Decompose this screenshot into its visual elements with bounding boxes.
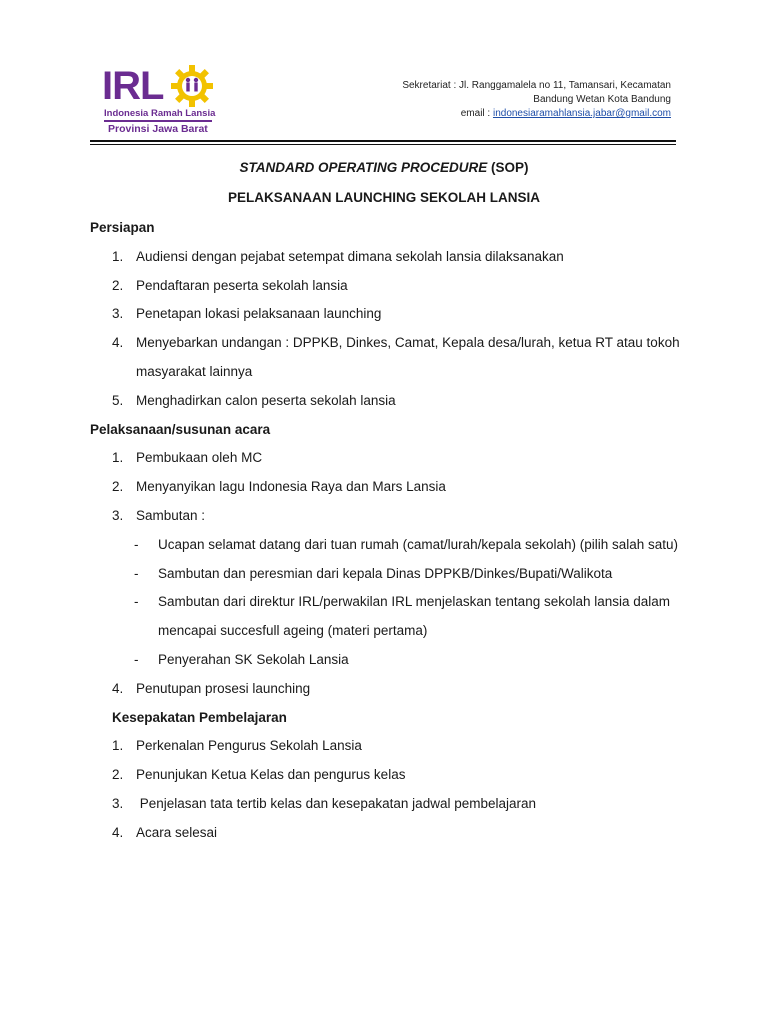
document-title	[0, 160, 768, 175]
list-text: Penutupan prosesi launching	[136, 680, 311, 696]
list-item	[90, 761, 690, 790]
list-item	[90, 387, 690, 416]
list-text: Pendaftaran peserta sekolah lansia	[136, 277, 348, 293]
bullet-dash: -	[134, 594, 139, 610]
email-link[interactable]: indonesiaramahlansia.jabar@gmail.com	[492, 108, 671, 119]
list-item	[90, 473, 690, 502]
bullet-dash: -	[134, 536, 139, 552]
address-line-1: Sekretariat : Jl. Ranggamalela no 11, Tamansari, Kecamatan	[402, 80, 671, 91]
document-subtitle: PELAKSANAAN LAUNCHING SEKOLAH LANSIA	[227, 190, 540, 205]
bullet-item	[90, 560, 690, 589]
section-heading-persiapan: Persiapan	[90, 220, 155, 235]
logo-irl-text: IRL	[102, 64, 164, 108]
list-text: Penjelasan tata tertib kelas dan kesepakatan jadwal pembelajaran	[136, 795, 537, 811]
section-heading-pelaksanaan: Pelaksanaan/susunan acara	[90, 421, 271, 437]
logo-province: Provinsi Jawa Barat	[108, 123, 208, 135]
section-heading-kesepakatan: Kesepakatan Pembelajaran	[112, 709, 287, 725]
list-item	[90, 329, 690, 358]
list-item	[90, 675, 690, 704]
gear-icon	[170, 64, 214, 108]
list-text: Menyanyikan lagu Indonesia Raya dan Mars Lansia	[136, 479, 446, 495]
list-number: 1.	[112, 450, 124, 466]
list-number: 3.	[112, 306, 124, 322]
bullet-text: Penyerahan SK Sekolah Lansia	[158, 651, 349, 667]
bullet-item	[90, 531, 690, 560]
bullet-item	[90, 646, 690, 675]
email-label: email :	[460, 108, 493, 119]
list-number: 2.	[112, 479, 124, 495]
list-number: 4.	[112, 824, 124, 840]
list-item	[90, 272, 690, 301]
logo-subtitle: Indonesia Ramah Lansia	[104, 108, 216, 119]
list-text: Perkenalan Pengurus Sekolah Lansia	[136, 738, 362, 754]
list-item	[90, 300, 690, 329]
bullet-text: Sambutan dan peresmian dari kepala Dinas DPPKB/Dinkes/Bupati/Walikota	[158, 565, 613, 581]
list-text: Menyebarkan undangan : DPPKB, Dinkes, Camat, Kepala desa/lurah, ketua RT atau tokoh	[136, 335, 680, 351]
list-item	[90, 732, 690, 761]
list-text: Acara selesai	[136, 824, 218, 840]
logo-rule	[104, 120, 212, 122]
list-item	[90, 790, 690, 819]
header-divider-thin	[90, 144, 676, 145]
title-suffix: (SOP)	[487, 160, 529, 175]
bullet-text: mencapai succesfull ageing (materi pertama)	[158, 623, 428, 639]
list-text: Penunjukan Ketua Kelas dan pengurus kelas	[136, 767, 406, 783]
list-text: masyarakat lainnya	[136, 363, 253, 379]
address-line-2: Bandung Wetan Kota Bandung	[533, 94, 671, 105]
bullet-dash: -	[134, 651, 139, 667]
list-text: Penetapan lokasi pelaksanaan launching	[136, 306, 382, 322]
list-number: 5.	[112, 392, 124, 408]
list-number: 4.	[112, 680, 124, 696]
list-number: 1.	[112, 738, 124, 754]
address-email-row	[402, 107, 671, 121]
bullet-item-continuation	[90, 617, 690, 646]
list-item	[90, 502, 690, 531]
list-number: 1.	[112, 248, 124, 264]
bullet-text: Ucapan selamat datang dari tuan rumah (camat/lurah/kepala sekolah) (pilih salah satu)	[158, 536, 679, 552]
bullet-dash: -	[134, 565, 139, 581]
list-number: 2.	[112, 767, 124, 783]
list-text: Menghadirkan calon peserta sekolah lansia	[136, 392, 396, 408]
list-item	[90, 444, 690, 473]
list-item-continuation	[90, 358, 690, 387]
list-number: 3.	[112, 507, 124, 523]
irl-logo	[100, 62, 218, 135]
header-divider-thick	[90, 140, 676, 142]
list-item	[90, 243, 690, 272]
list-text: Audiensi dengan pejabat setempat dimana sekolah lansia dilaksanakan	[136, 248, 564, 264]
list-number: 4.	[112, 335, 124, 351]
list-number: 2.	[112, 277, 124, 293]
bullet-item	[90, 588, 690, 617]
list-text: Pembukaan oleh MC	[136, 450, 263, 466]
list-item	[90, 819, 690, 848]
secretariat-address	[402, 79, 671, 121]
list-number: 3.	[112, 795, 124, 811]
bullet-text: Sambutan dari direktur IRL/perwakilan IRL menjelaskan tentang sekolah lansia dalam	[158, 594, 671, 610]
title-italic: STANDARD OPERATING PROCEDURE	[239, 160, 488, 175]
document-body	[90, 214, 690, 848]
list-text: Sambutan :	[136, 507, 206, 523]
